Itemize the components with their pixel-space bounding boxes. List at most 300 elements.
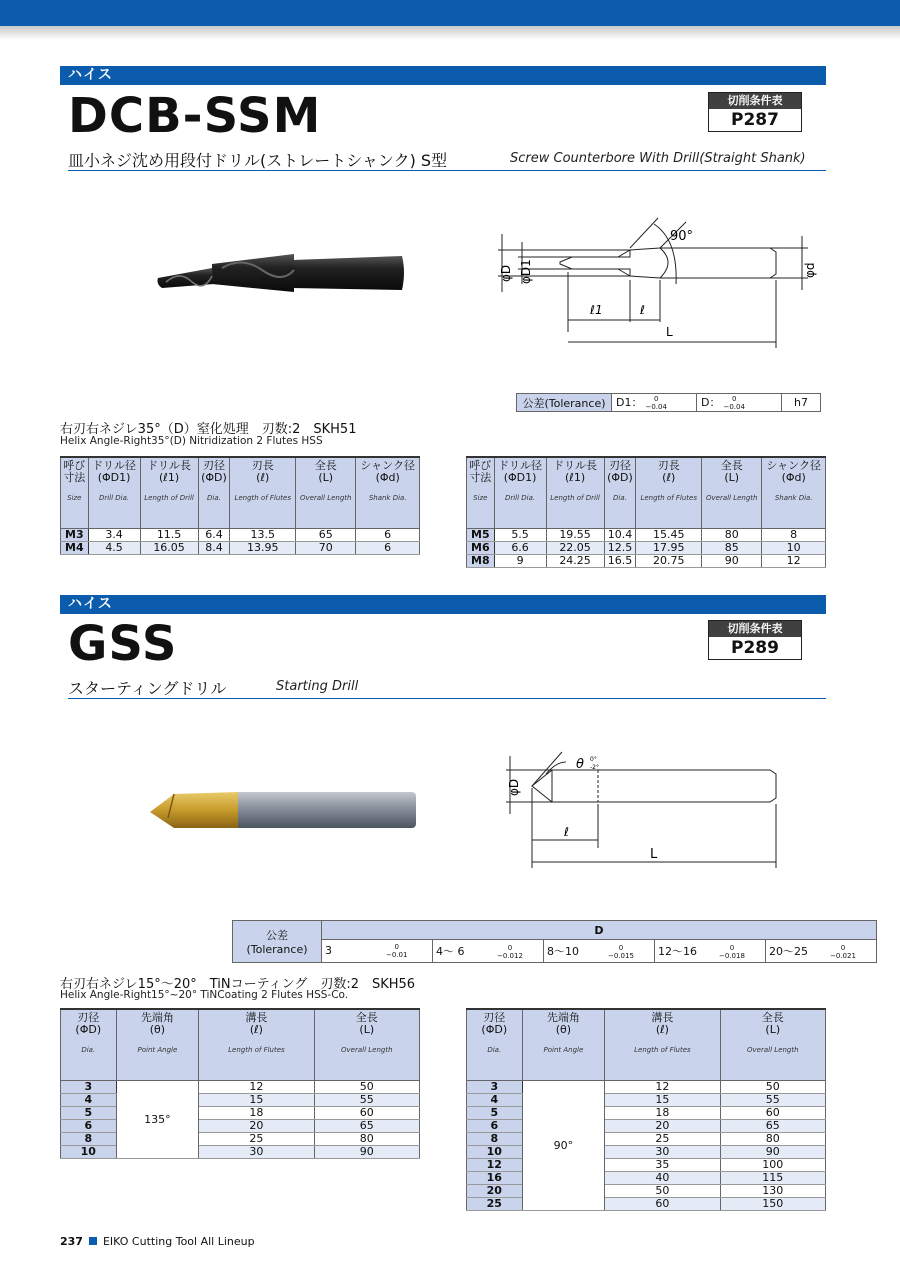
value-cell: 65 [314,1120,419,1133]
value-cell: 20 [199,1120,314,1133]
column-header [61,457,89,529]
header-jp: 刃径 [77,1011,100,1024]
value-cell: 60 [314,1107,419,1120]
category-label: ハイス [68,67,113,83]
header-jp-sub: (L) [765,1023,781,1036]
table-head [61,457,420,529]
table-row [61,1133,420,1146]
header-jp: 全長 [761,1011,784,1024]
header-jp-sub: (ℓ) [655,1023,669,1036]
table-row [61,529,420,542]
table-row [467,1081,826,1094]
header-jp: ドリル長 [147,459,192,472]
size-cell: 25 [467,1198,523,1211]
table-row [467,1120,826,1133]
tolerance-d1-fraction [645,395,666,411]
value-cell: 90 [702,555,762,568]
value-cell: 100 [720,1159,825,1172]
column-header [314,1009,419,1081]
size-cell: 12 [467,1159,523,1172]
value-cell: 9 [494,555,546,568]
tolerance-fraction [608,944,634,960]
tolerance-d1 [612,394,697,412]
drawing-L: L [666,325,673,339]
gss-drawing [490,744,790,874]
product-subtitle [68,146,826,171]
value-cell: 30 [605,1146,720,1159]
tolerance-d-label: D： [701,396,721,409]
drawing-theta: θ [576,757,584,772]
header-jp-sub: (L) [359,1023,375,1036]
spec-note-en: Helix Angle-Right35°(D) Nitridization 2 Flutes HSS [60,435,323,447]
tolerance-range: 12〜16 [658,944,697,958]
column-header [296,457,356,529]
footer-text: EIKO Cutting Tool All Lineup [102,1235,255,1248]
product-title: GSS [68,616,178,672]
table-row [467,1185,826,1198]
header-jp: 溝長 [651,1011,674,1024]
tolerance-range: 20〜25 [769,944,808,958]
header-en: Drill Dia. [98,494,130,502]
column-header [199,1009,314,1081]
header-jp: シャンク径 [360,459,415,472]
value-cell: 18 [605,1107,720,1120]
value-cell: 6.6 [494,542,546,555]
subtitle-jp: 皿小ネジ沈め用段付ドリル(ストレートシャンク) S型 [68,151,448,170]
subtitle-jp: スターティングドリル [68,679,227,698]
value-cell: 80 [702,529,762,542]
value-cell: 24.25 [546,555,604,568]
tolerance-label [233,921,322,963]
value-cell: 19.55 [546,529,604,542]
column-header [494,457,546,529]
tolerance-lower: −0.04 [645,403,667,411]
drawing-theta-lower: -2° [590,764,599,771]
header-row [467,457,826,529]
column-header [720,1009,825,1081]
page-footer [60,1235,255,1248]
table-row [467,1107,826,1120]
category-bar-2 [60,595,826,614]
value-cell: 20.75 [636,555,702,568]
tolerance-header-row [233,921,877,940]
tolerance-label-jp: 公差 [266,929,288,942]
product-title: DCB-SSM [68,88,322,144]
cutting-condition-label: 切削条件表 [709,621,801,637]
tolerance-fraction [386,943,407,959]
header-jp: 全長 [314,459,337,472]
header-jp: 溝長 [245,1011,268,1024]
value-cell: 16.5 [604,555,636,568]
size-cell: 6 [61,1120,117,1133]
spec-note-jp: 右刃右ネジレ35°（D）窒化処理 刃数:2 SKH51 [60,422,357,437]
value-cell: 8.4 [198,542,230,555]
header-jp: 全長 [355,1011,378,1024]
gss-photo [148,788,422,832]
header-jp-sub: (ΦD) [481,1023,508,1036]
value-cell: 13.95 [230,542,296,555]
column-header [702,457,762,529]
header-en: Size [473,494,488,502]
table-row [467,555,826,568]
header-jp-sub: (ΦD1) [97,471,131,484]
header-en: Overall Length [747,1046,799,1054]
tolerance-d-fraction [723,395,744,411]
table-row [61,542,420,555]
header-jp: 刃径 [202,459,225,472]
subtitle-en: Starting Drill [276,679,359,694]
header-en: Size [67,494,82,502]
value-cell: 5.5 [494,529,546,542]
page-number: 237 [60,1235,83,1248]
header-jp: シャンク径 [766,459,821,472]
cutting-condition-page[interactable]: P289 [731,638,779,658]
size-cell: M8 [467,555,495,568]
tolerance-d [697,394,782,412]
gss-table-left [60,1008,420,1159]
drawing-angle: 90° [670,229,694,244]
tolerance-table-1 [516,393,821,412]
tolerance-lower: −0.015 [608,951,634,960]
point-angle-cell: 135° [116,1081,199,1159]
column-header [605,1009,720,1081]
header-jp: 先端角 [140,1011,174,1024]
header-en: Drill Dia. [504,494,536,502]
value-cell: 115 [720,1172,825,1185]
drawing-d: φd [803,262,817,278]
header-en: Shank Dia. [368,494,407,502]
header-en: Dia. [207,494,221,502]
size-cell: M5 [467,529,495,542]
size-cell: 5 [61,1107,117,1120]
column-header [356,457,420,529]
value-cell: 20 [605,1120,720,1133]
tolerance-label: 公差(Tolerance) [517,394,612,412]
header-jp: 全長 [720,459,743,472]
value-cell: 10.4 [604,529,636,542]
category-label: ハイス [68,596,113,612]
column-header [467,1009,523,1081]
tolerance-range-cell [322,940,433,963]
spec-table-left [60,456,420,555]
tolerance-upper: 0 [394,943,399,951]
header-jp-sub: 寸法 [469,471,492,484]
spec-note-jp: 右刃右ネジレ15°〜20° TiNコーティング 刃数:2 SKH56 [60,977,416,992]
value-cell: 65 [720,1120,825,1133]
cutting-condition-box[interactable] [708,92,802,132]
size-cell: 8 [61,1133,117,1146]
value-cell: 90 [720,1146,825,1159]
tolerance-range-cell [433,940,544,963]
table-head [467,457,826,529]
value-cell: 90 [314,1146,419,1159]
subtitle-en: Screw Counterbore With Drill(Straight Shank) [510,151,806,166]
value-cell: 11.5 [140,529,198,542]
table-body [61,529,420,555]
value-cell: 55 [720,1094,825,1107]
drawing-D: φD [507,778,521,796]
header-jp-sub: (ℓ) [256,471,270,484]
column-header [467,457,495,529]
value-cell: 30 [199,1146,314,1159]
footer-square [89,1237,97,1245]
top-shade [0,26,900,40]
value-cell: 40 [605,1172,720,1185]
column-header [116,1009,199,1081]
value-cell: 4.5 [88,542,140,555]
header-en: Dia. [613,494,627,502]
size-cell: 16 [467,1172,523,1185]
tolerance-shank: h7 [782,394,821,412]
column-header [522,1009,605,1081]
header-jp: ドリル径 [498,459,543,472]
top-banner [0,0,900,26]
column-header [61,1009,117,1081]
table-body [467,529,826,568]
value-cell: 35 [605,1159,720,1172]
tolerance-upper: 0 [840,943,846,952]
header-jp-sub: (Φd) [375,471,400,484]
point-angle-cell: 90° [522,1081,605,1211]
header-en: Length of Drill [550,494,600,502]
size-cell: 3 [61,1081,117,1094]
size-cell: 6 [467,1120,523,1133]
header-jp: 呼び [469,459,492,472]
header-en: Length of Flutes [640,494,698,502]
header-jp-sub: (ΦD) [201,471,227,484]
size-cell: M3 [61,529,89,542]
value-cell: 150 [720,1198,825,1211]
value-cell: 6 [356,529,420,542]
drawing-L: L [650,847,658,862]
header-jp-sub: (θ) [149,1023,166,1036]
column-header [140,457,198,529]
column-header [230,457,296,529]
value-cell: 12 [199,1081,314,1094]
table-row [61,1146,420,1159]
value-cell: 6.4 [198,529,230,542]
header-jp-sub: (ℓ1) [159,471,180,484]
header-jp-sub: (ΦD) [607,471,633,484]
table-row [467,1133,826,1146]
value-cell: 22.05 [546,542,604,555]
header-jp-sub: (θ) [555,1023,572,1036]
size-cell: M6 [467,542,495,555]
column-header [88,457,140,529]
value-cell: 85 [702,542,762,555]
header-en: Length of Flutes [234,494,292,502]
value-cell: 130 [720,1185,825,1198]
size-cell: 4 [61,1094,117,1107]
drawing-l: ℓ [640,303,645,317]
value-cell: 80 [314,1133,419,1146]
tolerance-values-row [233,940,877,963]
value-cell: 70 [296,542,356,555]
table-body [61,1081,420,1159]
tolerance-lower: −0.04 [723,403,745,411]
value-cell: 55 [314,1094,419,1107]
table-row [61,1081,420,1094]
table-head [61,1009,420,1081]
tolerance-col-D: D [322,921,877,940]
value-cell: 3.4 [88,529,140,542]
header-en: Length of Flutes [228,1046,285,1054]
value-cell: 17.95 [636,542,702,555]
value-cell: 18 [199,1107,314,1120]
header-jp-sub: (ℓ) [249,1023,263,1036]
tolerance-fraction [719,944,745,960]
table-row [467,1094,826,1107]
table-row [467,1159,826,1172]
column-header [198,457,230,529]
value-cell: 25 [199,1133,314,1146]
header-jp-sub: (ℓ) [662,471,676,484]
tolerance-upper: 0 [653,395,659,403]
header-jp-sub: (Φd) [781,471,806,484]
category-bar-1 [60,66,826,85]
header-jp-sub: (ΦD1) [503,471,537,484]
header-en: Shank Dia. [774,494,813,502]
header-row [467,1009,826,1081]
table-row [61,1120,420,1133]
value-cell: 15.45 [636,529,702,542]
product-subtitle [68,674,826,699]
size-cell: 8 [467,1133,523,1146]
tolerance-label-en: (Tolerance) [246,943,308,956]
header-en: Point Angle [137,1046,178,1054]
value-cell: 25 [605,1133,720,1146]
table-row [467,1198,826,1211]
value-cell: 50 [720,1081,825,1094]
value-cell: 8 [762,529,826,542]
tolerance-lower: −0.01 [386,951,408,959]
header-row [61,457,420,529]
tolerance-range: 8〜10 [547,944,579,958]
cutting-condition-label: 切削条件表 [709,93,801,109]
drawing-D: φD [499,264,513,282]
dcb-ssm-drawing [490,212,830,352]
table-row [467,1146,826,1159]
tolerance-table-2 [232,920,877,963]
tolerance-lower: −0.018 [719,951,745,960]
column-header [546,457,604,529]
drawing-l1: ℓ1 [590,303,603,317]
tolerance-range-cell [766,940,877,963]
header-jp: 刃径 [483,1011,506,1024]
value-cell: 12 [762,555,826,568]
value-cell: 60 [605,1198,720,1211]
value-cell: 13.5 [230,529,296,542]
tolerance-upper: 0 [729,943,735,952]
size-cell: M4 [61,542,89,555]
value-cell: 10 [762,542,826,555]
value-cell: 6 [356,542,420,555]
tolerance-lower: −0.012 [497,951,523,960]
gss-table-right [466,1008,826,1211]
column-header [762,457,826,529]
header-jp: 刃長 [657,459,680,472]
table-row [467,529,826,542]
value-cell: 50 [314,1081,419,1094]
header-en: Length of Flutes [634,1046,691,1054]
header-en: Dia. [487,1046,502,1054]
header-row [61,1009,420,1081]
header-jp-sub: (ΦD) [75,1023,102,1036]
dcb-ssm-photo [152,248,408,302]
drawing-D1: φD1 [519,259,533,284]
tolerance-range-cell [655,940,766,963]
table-body [467,1081,826,1211]
size-cell: 20 [467,1185,523,1198]
header-jp-sub: (ℓ1) [565,471,586,484]
header-jp: ドリル長 [553,459,598,472]
tolerance-upper: 0 [618,943,624,952]
header-jp: 刃長 [251,459,274,472]
header-en: Overall Length [299,494,352,502]
table-row [467,1172,826,1185]
size-cell: 10 [61,1146,117,1159]
header-jp: 刃径 [608,459,631,472]
value-cell: 15 [199,1094,314,1107]
tolerance-d1-label: D1： [616,396,643,409]
size-cell: 5 [467,1107,523,1120]
drawing-theta-upper: 0° [590,756,597,763]
value-cell: 65 [296,529,356,542]
cutting-condition-page[interactable]: P287 [731,110,779,130]
column-header [636,457,702,529]
value-cell: 15 [605,1094,720,1107]
table-row [467,542,826,555]
tolerance-lower: −0.021 [830,951,856,960]
tolerance-range: 3 [325,944,332,957]
size-cell: 10 [467,1146,523,1159]
tolerance-range: 4〜 6 [436,944,465,958]
tolerance-fraction [497,944,523,960]
spec-note-en: Helix Angle-Right15°~20° TiNCoating 2 Flutes HSS-Co. [60,989,349,1001]
header-en: Overall Length [705,494,758,502]
cutting-condition-box[interactable] [708,620,802,660]
header-en: Overall Length [341,1046,393,1054]
header-jp: 呼び [63,459,86,472]
value-cell: 50 [605,1185,720,1198]
value-cell: 16.05 [140,542,198,555]
table-row [61,1107,420,1120]
column-header [604,457,636,529]
header-en: Point Angle [543,1046,584,1054]
tolerance-upper: 0 [507,943,513,952]
value-cell: 80 [720,1133,825,1146]
value-cell: 12.5 [604,542,636,555]
header-en: Dia. [81,1046,96,1054]
table-head [467,1009,826,1081]
header-jp: ドリル径 [92,459,137,472]
tolerance-upper: 0 [731,395,737,403]
header-en: Length of Drill [144,494,194,502]
header-jp-sub: 寸法 [63,471,86,484]
header-jp-sub: (L) [724,471,740,484]
value-cell: 12 [605,1081,720,1094]
size-cell: 3 [467,1081,523,1094]
drawing-l: ℓ [564,825,569,839]
size-cell: 4 [467,1094,523,1107]
header-jp-sub: (L) [318,471,334,484]
table-row [61,1094,420,1107]
spec-table-right [466,456,826,568]
tolerance-fraction [830,944,856,960]
value-cell: 60 [720,1107,825,1120]
header-jp: 先端角 [546,1011,580,1024]
tolerance-range-cell [544,940,655,963]
